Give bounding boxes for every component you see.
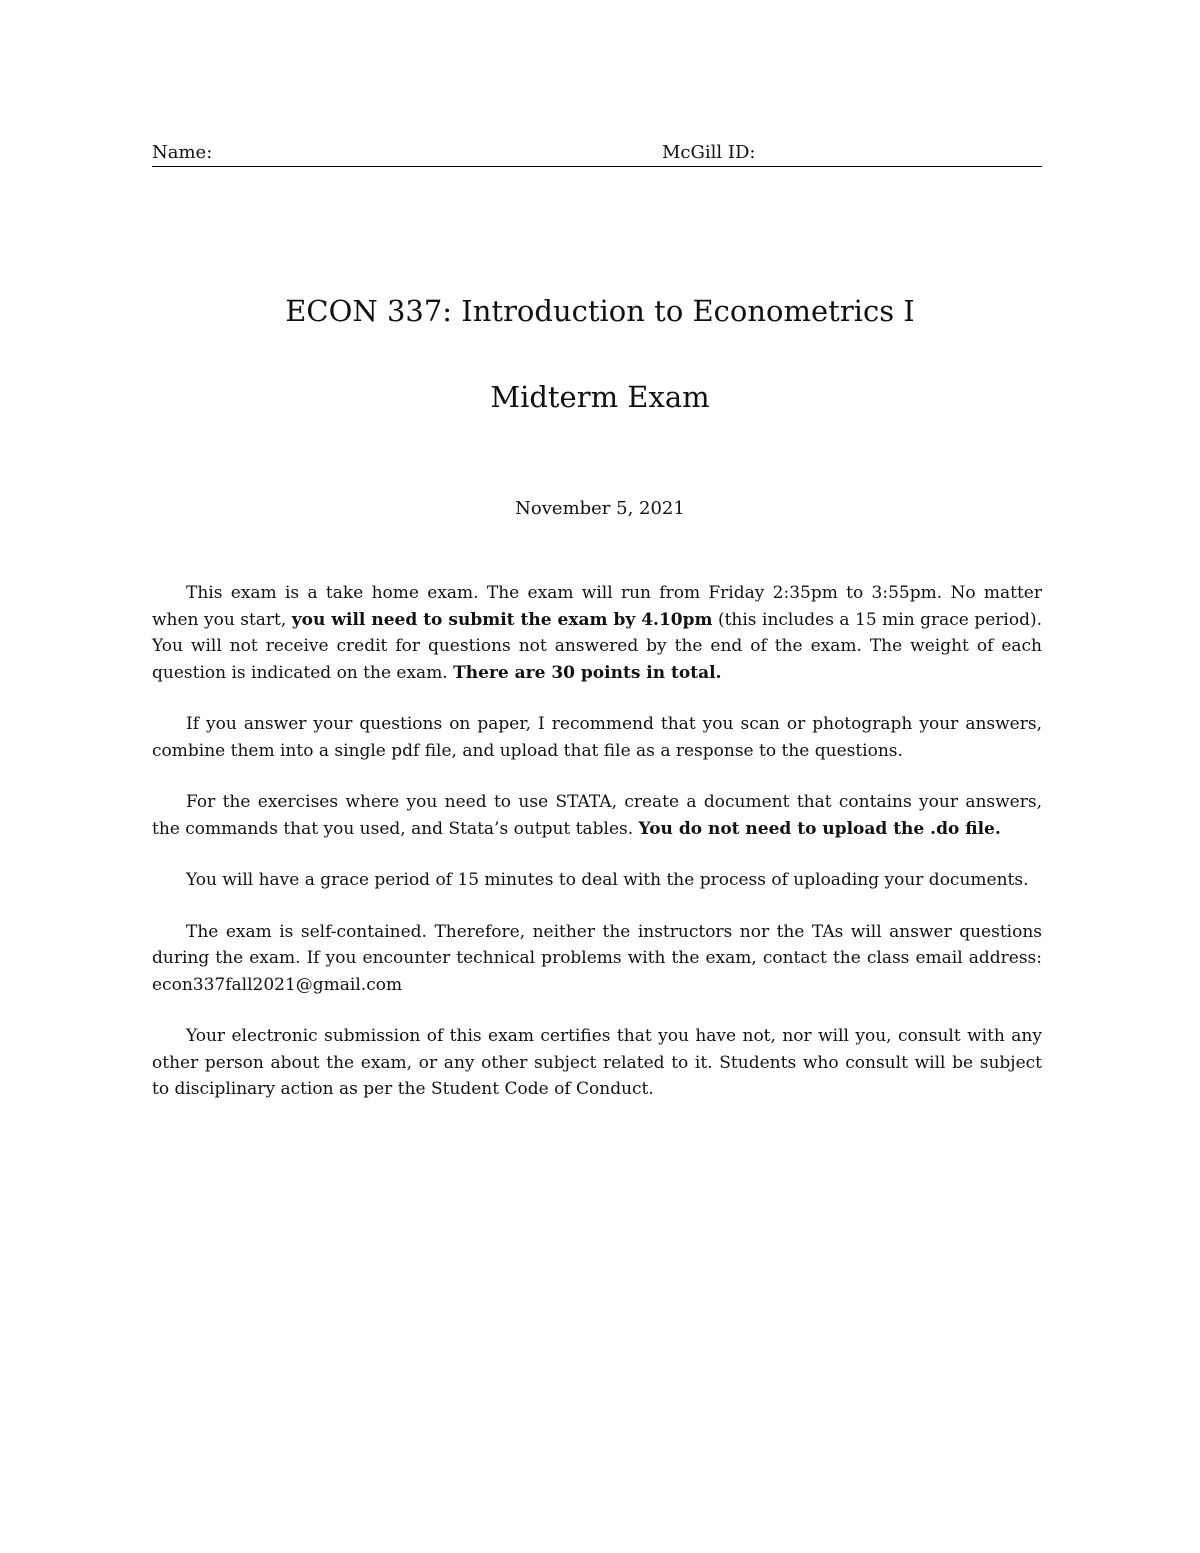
p3-do-file-emphasis: You do not need to upload the .do file. xyxy=(638,818,1001,839)
name-id-header xyxy=(152,140,1042,167)
instructions xyxy=(152,580,1042,1128)
instructions-paragraph-4: You will have a grace period of 15 minutes to deal with the process of uploading your documents. xyxy=(186,870,1029,890)
mcgill-id-label: McGill ID: xyxy=(662,142,756,163)
exam-subtitle: Midterm Exam xyxy=(490,380,710,414)
instructions-paragraph-2: If you answer your questions on paper, I recommend that you scan or photograph your answers, combine them into a single pdf file, and upload that file as a response to the questions. xyxy=(152,714,1042,761)
exam-title: ECON 337: Introduction to Econometrics I xyxy=(285,294,915,328)
instructions-paragraph-1 xyxy=(152,580,1042,686)
p1-deadline-emphasis: you will need to submit the exam by 4.10pm xyxy=(291,609,713,630)
p1-text-c: (this includes a 15 min grace period). You will not receive credit for questions not answered by the end of the exam. The weight of each question is indicated on the exam. xyxy=(152,609,1042,683)
instructions-paragraph-3 xyxy=(152,789,1042,842)
p3-text-a: For the exercises where you need to use STATA, create a document that contains your answers, the commands that you used, and Stata’s output tables. xyxy=(152,792,1042,839)
name-label: Name: xyxy=(152,142,213,163)
instructions-paragraph-6: Your electronic submission of this exam certifies that you have not, nor will you, consult with any other person about the exam, or any other subject related to it. Students who consult will be subject to disciplinary action as per the Student Code of Conduct. xyxy=(152,1026,1042,1099)
exam-date: November 5, 2021 xyxy=(515,498,685,519)
p1-text-a: This exam is a take home exam. The exam will run from Friday 2:35pm to 3:55pm. No matter when you start, xyxy=(152,583,1042,630)
instructions-paragraph-5: The exam is self-contained. Therefore, neither the instructors nor the TAs will answer questions during the exam. If you encounter technical problems with the exam, contact the class email address: econ337fall2021@gmail.com xyxy=(152,921,1042,995)
p1-total-points-emphasis: There are 30 points in total. xyxy=(453,662,722,683)
